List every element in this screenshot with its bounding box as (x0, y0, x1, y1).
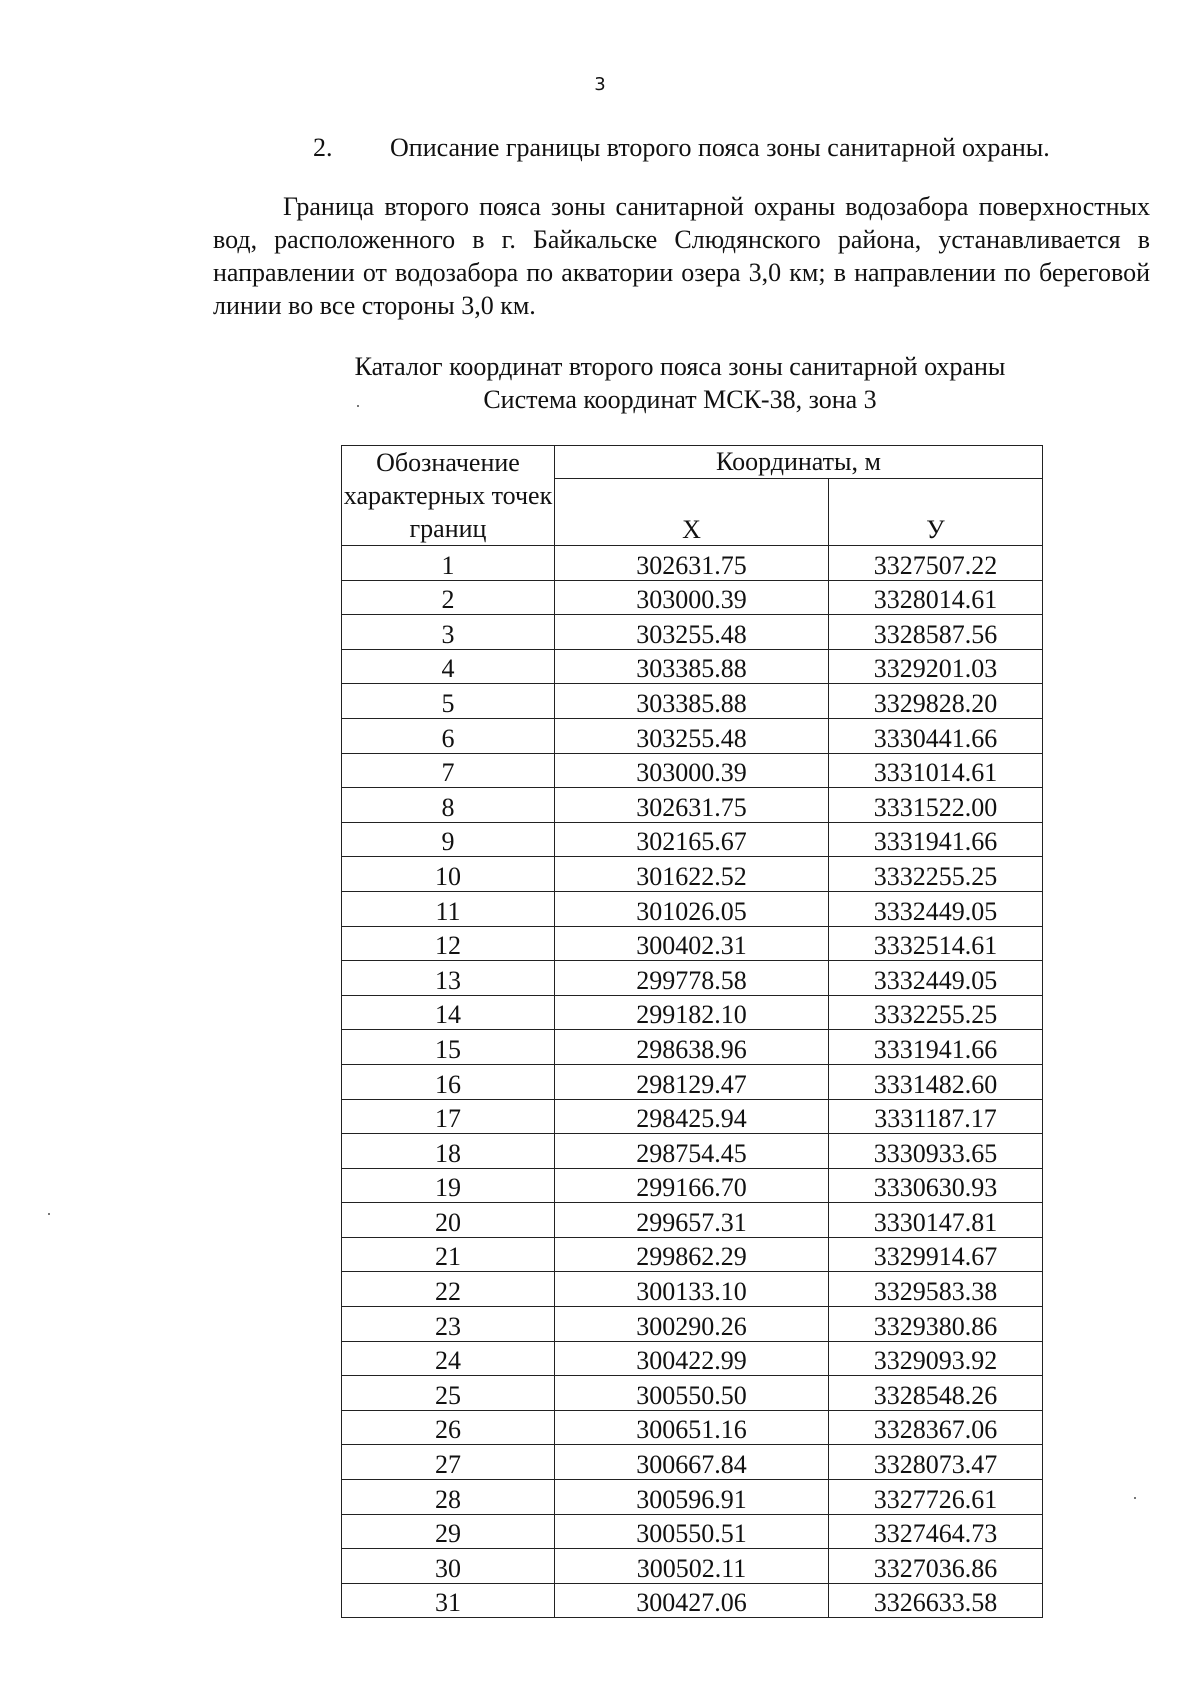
x-cell: 301026.05 (555, 891, 829, 926)
table-row (342, 891, 1043, 926)
point-cell: 17 (342, 1099, 555, 1134)
y-cell: 3328367.06 (829, 1410, 1043, 1445)
point-cell: 13 (342, 961, 555, 996)
point-cell: 20 (342, 1203, 555, 1238)
point-cell: 29 (342, 1514, 555, 1549)
table-row (342, 1480, 1043, 1515)
table-header-row (342, 446, 1043, 479)
y-cell: 3330630.93 (829, 1168, 1043, 1203)
header-y: У (829, 479, 1043, 546)
section-title: Описание границы второго пояса зоны санитарной охраны. (390, 133, 1050, 162)
table-row (342, 857, 1043, 892)
catalog-subtitle: Система координат МСК-38, зона 3 (483, 385, 877, 414)
y-cell: 3332449.05 (829, 891, 1043, 926)
section-number: 2. (313, 133, 333, 162)
table-row (342, 1445, 1043, 1480)
point-cell: 19 (342, 1168, 555, 1203)
y-cell: 3330933.65 (829, 1134, 1043, 1169)
point-cell: 1 (342, 546, 555, 581)
y-cell: 3327036.86 (829, 1549, 1043, 1584)
x-cell: 299778.58 (555, 961, 829, 996)
catalog-title: Каталог координат второго пояса зоны санитарной охраны (354, 352, 1006, 381)
x-cell: 302631.75 (555, 788, 829, 823)
table-row (342, 1272, 1043, 1307)
y-cell: 3326633.58 (829, 1583, 1043, 1618)
scan-speck (48, 1213, 50, 1215)
table-row (342, 788, 1043, 823)
x-cell: 300550.50 (555, 1376, 829, 1411)
y-cell: 3328548.26 (829, 1376, 1043, 1411)
y-cell: 3330441.66 (829, 718, 1043, 753)
point-cell: 5 (342, 684, 555, 719)
point-cell: 2 (342, 580, 555, 615)
y-cell: 3328014.61 (829, 580, 1043, 615)
y-cell: 3332514.61 (829, 926, 1043, 961)
table-row (342, 1376, 1043, 1411)
y-cell: 3327507.22 (829, 546, 1043, 581)
y-cell: 3331482.60 (829, 1064, 1043, 1099)
x-cell: 300290.26 (555, 1307, 829, 1342)
y-cell: 3329201.03 (829, 649, 1043, 684)
catalog-caption (260, 350, 1100, 416)
table-row (342, 1341, 1043, 1376)
x-cell: 300596.91 (555, 1480, 829, 1515)
table-row (342, 580, 1043, 615)
x-cell: 300427.06 (555, 1583, 829, 1618)
table-row (342, 1549, 1043, 1584)
table-row (342, 649, 1043, 684)
point-cell: 21 (342, 1237, 555, 1272)
y-cell: 3332255.25 (829, 857, 1043, 892)
y-cell: 3329380.86 (829, 1307, 1043, 1342)
scan-speck (1134, 1497, 1136, 1499)
x-cell: 301622.52 (555, 857, 829, 892)
x-cell: 298129.47 (555, 1064, 829, 1099)
point-cell: 3 (342, 615, 555, 650)
point-cell: 9 (342, 822, 555, 857)
table-row (342, 546, 1043, 581)
table-row (342, 926, 1043, 961)
point-cell: 10 (342, 857, 555, 892)
y-cell: 3331941.66 (829, 822, 1043, 857)
x-cell: 299862.29 (555, 1237, 829, 1272)
table-body (342, 546, 1043, 1618)
table-row (342, 1134, 1043, 1169)
y-cell: 3330147.81 (829, 1203, 1043, 1238)
y-cell: 3332255.25 (829, 995, 1043, 1030)
x-cell: 303255.48 (555, 718, 829, 753)
table-row (342, 1237, 1043, 1272)
point-cell: 16 (342, 1064, 555, 1099)
y-cell: 3329093.92 (829, 1341, 1043, 1376)
point-cell: 6 (342, 718, 555, 753)
page-number: 3 (594, 74, 606, 95)
table-row (342, 1410, 1043, 1445)
point-cell: 11 (342, 891, 555, 926)
table-row (342, 615, 1043, 650)
x-cell: 303385.88 (555, 649, 829, 684)
y-cell: 3331187.17 (829, 1099, 1043, 1134)
point-cell: 30 (342, 1549, 555, 1584)
point-cell: 25 (342, 1376, 555, 1411)
table-row (342, 1168, 1043, 1203)
point-cell: 14 (342, 995, 555, 1030)
x-cell: 300422.99 (555, 1341, 829, 1376)
scan-speck (357, 405, 359, 407)
table-row (342, 753, 1043, 788)
point-cell: 23 (342, 1307, 555, 1342)
x-cell: 299166.70 (555, 1168, 829, 1203)
point-cell: 7 (342, 753, 555, 788)
y-cell: 3329828.20 (829, 684, 1043, 719)
header-coordinates: Координаты, м (555, 446, 1043, 479)
coordinates-table (341, 445, 1043, 1618)
y-cell: 3331522.00 (829, 788, 1043, 823)
table-row (342, 1203, 1043, 1238)
table-row (342, 1099, 1043, 1134)
x-cell: 299182.10 (555, 995, 829, 1030)
x-cell: 303255.48 (555, 615, 829, 650)
y-cell: 3331941.66 (829, 1030, 1043, 1065)
x-cell: 303385.88 (555, 684, 829, 719)
point-cell: 22 (342, 1272, 555, 1307)
y-cell: 3328073.47 (829, 1445, 1043, 1480)
point-cell: 8 (342, 788, 555, 823)
y-cell: 3329583.38 (829, 1272, 1043, 1307)
table-row (342, 1307, 1043, 1342)
table-row (342, 1064, 1043, 1099)
point-cell: 27 (342, 1445, 555, 1480)
point-cell: 12 (342, 926, 555, 961)
x-cell: 298425.94 (555, 1099, 829, 1134)
description-paragraph: Граница второго пояса зоны санитарной охраны водозабора поверхностных вод, расположенного в г. Байкальске Слюдянского района, устанавливается в направлении от водозабора по акватории озера 3,0 км; в направлении по береговой линии во все стороны 3,0 км. (213, 192, 1150, 320)
table-row (342, 1514, 1043, 1549)
point-cell: 4 (342, 649, 555, 684)
x-cell: 302631.75 (555, 546, 829, 581)
y-cell: 3328587.56 (829, 615, 1043, 650)
table-row (342, 1030, 1043, 1065)
point-cell: 15 (342, 1030, 555, 1065)
header-x: X (555, 479, 829, 546)
x-cell: 300502.11 (555, 1549, 829, 1584)
y-cell: 3332449.05 (829, 961, 1043, 996)
point-cell: 26 (342, 1410, 555, 1445)
point-cell: 31 (342, 1583, 555, 1618)
x-cell: 302165.67 (555, 822, 829, 857)
x-cell: 303000.39 (555, 580, 829, 615)
x-cell: 300133.10 (555, 1272, 829, 1307)
point-cell: 18 (342, 1134, 555, 1169)
table-row (342, 684, 1043, 719)
y-cell: 3331014.61 (829, 753, 1043, 788)
section-heading (313, 133, 1050, 163)
point-cell: 28 (342, 1480, 555, 1515)
x-cell: 300550.51 (555, 1514, 829, 1549)
x-cell: 300402.31 (555, 926, 829, 961)
table-row (342, 995, 1043, 1030)
y-cell: 3327726.61 (829, 1480, 1043, 1515)
table-row (342, 822, 1043, 857)
table-row (342, 961, 1043, 996)
x-cell: 298754.45 (555, 1134, 829, 1169)
y-cell: 3327464.73 (829, 1514, 1043, 1549)
x-cell: 300667.84 (555, 1445, 829, 1480)
x-cell: 298638.96 (555, 1030, 829, 1065)
header-point: Обозначение характерных точек границ (342, 446, 555, 546)
y-cell: 3329914.67 (829, 1237, 1043, 1272)
table-row (342, 1583, 1043, 1618)
x-cell: 300651.16 (555, 1410, 829, 1445)
point-cell: 24 (342, 1341, 555, 1376)
x-cell: 303000.39 (555, 753, 829, 788)
x-cell: 299657.31 (555, 1203, 829, 1238)
table-row (342, 718, 1043, 753)
